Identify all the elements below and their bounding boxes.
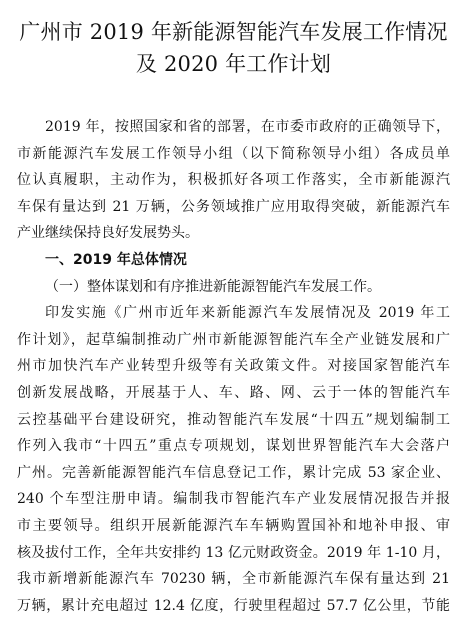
- body-line: 市主要领导。组织开展新能源汽车车辆购置国补和地补申报、审: [17, 517, 450, 534]
- body-line: 州市加快汽车产业转型升级等有关政策文件。对接国家智能汽车: [17, 358, 450, 375]
- section-heading: 一、2019 年总体情况: [45, 251, 187, 268]
- document-title: [17, 16, 450, 80]
- body-line: 万辆，累计充电超过 12.4 亿度，行驶里程超过 57.7 亿公里，节能: [17, 597, 450, 614]
- body-line: 240 个车型注册申请。编制我市智能汽车产业发展情况报告并报: [17, 491, 450, 508]
- intro-paragraph: [17, 114, 450, 247]
- body-line: 作计划》，起草编制推动广州市新能源智能汽车全产业链发展和广: [17, 331, 450, 348]
- title-line-1: 广州市 2019 年新能源智能汽车发展工作情况: [19, 20, 448, 44]
- subsection-heading: （一）整体谋划和有序推进新能源智能汽车发展工作。: [45, 278, 381, 295]
- document-body: [17, 114, 450, 619]
- body-line: 印发实施《广州市近年来新能源汽车发展情况及 2019 年工: [45, 305, 450, 322]
- title-line-2: 及 2020 年工作计划: [135, 52, 332, 76]
- intro-line: 2019 年，按照国家和省的部署，在市委市政府的正确领导下，: [45, 119, 450, 135]
- body-line: 云控基础平台建设研究，推动智能汽车发展“十四五”规划编制工: [17, 411, 450, 428]
- body-line: 核及拔付工作，全年共安排约 13 亿元财政资金。2019 年 1-10 月，: [17, 544, 450, 561]
- intro-line: 车保有量达到 21 万辆，公务领域推广应用取得突破，新能源汽车: [17, 198, 450, 215]
- intro-line: 市新能源汽车发展工作领导小组（以下简称领导小组）各成员单: [17, 145, 450, 162]
- body-line: 创新发展战略，开展基于人、车、路、网、云于一体的智能汽车: [17, 384, 450, 401]
- body-line: 广州。完善新能源智能汽车信息登记工作，累计完成 53 家企业、: [17, 464, 450, 481]
- section-paragraph: [17, 300, 450, 619]
- body-line: 我市新增新能源汽车 70230 辆，全市新能源汽车保有量达到 21: [17, 571, 450, 588]
- intro-line: 产业继续保持良好发展势头。: [17, 225, 199, 242]
- intro-line: 位认真履职，主动作为，积极抓好各项工作落实，全市新能源汽: [17, 172, 450, 189]
- body-line: 作列入我市“十四五”重点专项规划，谋划世界智能汽车大会落户: [17, 438, 450, 455]
